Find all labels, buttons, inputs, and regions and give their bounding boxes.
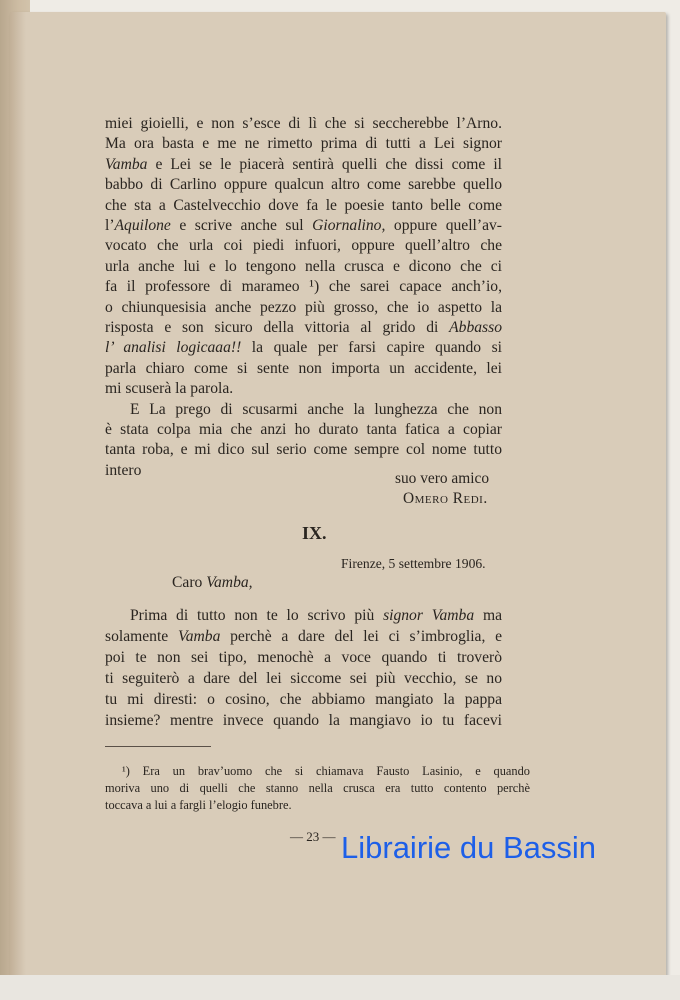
text-run: miei gioielli, e non s’esce di lì che si seccherebbe l’Arno. bbox=[105, 115, 502, 132]
footnote-divider bbox=[105, 746, 211, 747]
page-number: — 23 — bbox=[290, 829, 336, 844]
text-run: tanta roba, e mi dico sul serio come sempre col nome tutto bbox=[105, 441, 502, 459]
italic-text: Vamba bbox=[105, 155, 148, 173]
chapter-number: IX. bbox=[302, 523, 327, 543]
text-run: intero bbox=[105, 461, 142, 479]
footnote-line: ¹) Era un brav’uomo che si chiamava Fausto Lasinio, e quando bbox=[122, 764, 530, 778]
text-run: parla chiaro come si sente non importa un accidente, lei bbox=[105, 359, 502, 377]
footnote-line: toccava a lui a fargli l’elogio funebre. bbox=[105, 798, 292, 812]
text-run: e Lei se le piacerà sentirà quelli che dissi come il bbox=[147, 155, 502, 173]
text-line bbox=[105, 115, 502, 133]
text-run: mi scuserà la parola. bbox=[105, 380, 234, 398]
text-run: oppure quell’av- bbox=[385, 217, 502, 234]
salutation bbox=[172, 574, 253, 592]
text-run: Ma ora basta e me ne rimetto prima di tutti a Lei signor bbox=[105, 135, 502, 153]
dateline: Firenze, 5 settembre 1906. bbox=[341, 556, 486, 571]
text-run: urla anche lui e lo tengono nella crusca e dicono che ci bbox=[105, 257, 502, 275]
text-run: E La prego di scusarmi anche la lunghezza che non bbox=[130, 400, 502, 418]
text-line bbox=[105, 217, 502, 235]
text-line bbox=[105, 441, 502, 459]
text-line bbox=[105, 691, 502, 709]
text-line bbox=[105, 258, 502, 276]
text-run: o chiunquesisia anche pezzo più grosso, che io aspetto la bbox=[105, 298, 502, 316]
text-line bbox=[105, 156, 502, 174]
footnote-line: moriva uno di quelli che stanno nella crusca era tutto contento perchè bbox=[105, 781, 530, 795]
text-run: tu mi diresti: o cosino, che abbiamo mangiato la pappa bbox=[105, 691, 502, 708]
italic-text: l’ analisi logicaaa!! bbox=[105, 339, 242, 357]
text-line bbox=[105, 670, 502, 688]
text-line bbox=[105, 649, 502, 667]
italic-text: signor Vamba bbox=[383, 607, 475, 624]
salutation-name: Vamba, bbox=[206, 574, 253, 591]
text-run: che sta a Castelvecchio dove fa le poesie tanto belle come bbox=[105, 196, 502, 214]
text-line bbox=[105, 421, 502, 439]
text-line bbox=[105, 360, 502, 378]
italic-text: Vamba bbox=[177, 628, 221, 645]
italic-text: Giornalino, bbox=[312, 217, 386, 234]
text-run: poi te non sei tipo, menochè a voce quando ti troverò bbox=[105, 649, 502, 666]
text-line bbox=[105, 712, 502, 730]
text-line bbox=[105, 380, 502, 398]
text-line bbox=[130, 607, 502, 625]
watermark: Librairie du Bassin bbox=[341, 830, 597, 865]
text-line bbox=[105, 176, 502, 194]
text-run: ma bbox=[474, 607, 502, 624]
text-run: insieme? mentre invece quando la mangiavo io tu facevi bbox=[105, 712, 502, 729]
text-run: Prima di tutto non te lo scrivo più bbox=[130, 607, 384, 624]
text-line bbox=[105, 339, 502, 357]
text-run: è stata colpa mia che anzi ho durato tanta fatica a copiar bbox=[105, 421, 502, 438]
text-run: fa il professore di marameo ¹) che sarei capace anch’io, bbox=[105, 278, 502, 296]
text-line bbox=[105, 299, 502, 317]
text-run: l’ bbox=[105, 217, 115, 234]
text-line bbox=[130, 401, 502, 419]
text-run: vocato che urla coi piedi infuori, oppure quell’altro che bbox=[105, 237, 502, 255]
salutation-prefix: Caro bbox=[172, 574, 207, 591]
text-run: solamente bbox=[105, 628, 178, 645]
text-run: perchè a dare del lei ci s’imbroglia, e bbox=[220, 628, 502, 645]
italic-text: Abbasso bbox=[449, 319, 502, 336]
text-line bbox=[105, 237, 502, 255]
text-line bbox=[105, 197, 502, 215]
text-run: babbo di Carlino oppure qualcun altro come sarebbe quello bbox=[105, 176, 502, 194]
text-line bbox=[105, 628, 502, 646]
text-run: e scrive anche sul bbox=[170, 217, 313, 234]
text-line bbox=[105, 319, 502, 337]
italic-text: Aquilone bbox=[114, 217, 171, 234]
text-line bbox=[105, 135, 502, 153]
closing: suo vero amico bbox=[395, 470, 490, 487]
text-run: risposta e son sicuro della vittoria al grido di bbox=[105, 319, 450, 336]
text-run: la quale per farsi capire quando si bbox=[241, 339, 502, 357]
text-line bbox=[105, 278, 502, 296]
background bbox=[0, 975, 680, 1000]
signature: Omero Redi. bbox=[403, 490, 488, 507]
text-run: ti seguiterò a dare del lei siccome sei più vecchio, se no bbox=[105, 670, 502, 687]
